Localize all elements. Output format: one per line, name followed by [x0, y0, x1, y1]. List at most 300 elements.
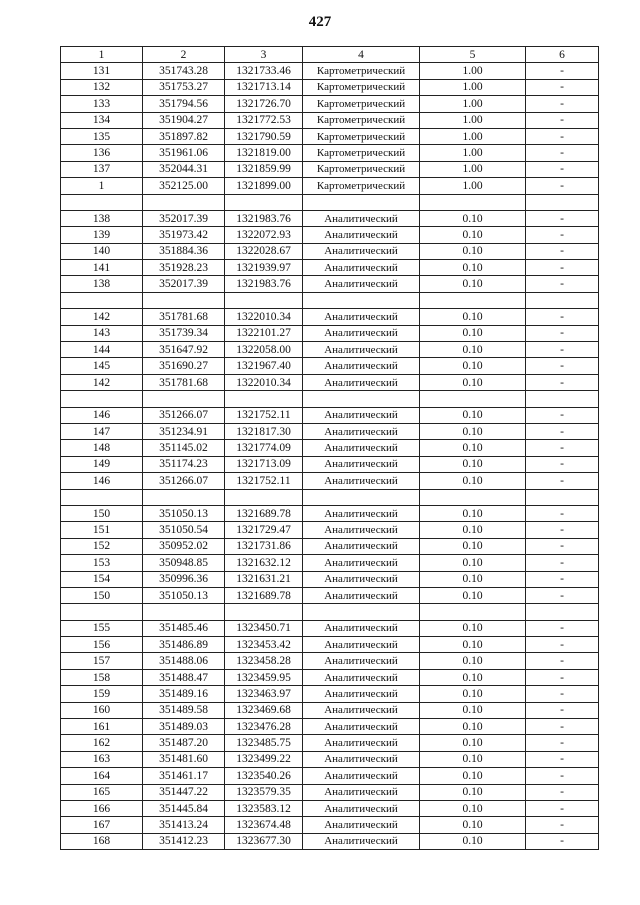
x-coordinate-cell: 351050.54	[143, 522, 225, 538]
method-cell: Аналитический	[303, 407, 420, 423]
table-row	[61, 112, 599, 128]
method-cell: Картометрический	[303, 63, 420, 79]
table-row	[61, 243, 599, 259]
point-number-cell: 162	[61, 735, 143, 751]
table-row	[61, 63, 599, 79]
accuracy-cell: 0.10	[420, 735, 526, 751]
y-coordinate-cell	[225, 489, 303, 505]
x-coordinate-cell	[143, 604, 225, 620]
method-cell: Аналитический	[303, 456, 420, 472]
x-coordinate-cell: 351753.27	[143, 79, 225, 95]
y-coordinate-cell: 1321899.00	[225, 178, 303, 194]
y-coordinate-cell: 1322058.00	[225, 342, 303, 358]
point-number-cell: 167	[61, 817, 143, 833]
point-number-cell: 131	[61, 63, 143, 79]
note-cell: -	[526, 178, 599, 194]
accuracy-cell: 0.10	[420, 719, 526, 735]
method-cell	[303, 604, 420, 620]
accuracy-cell: 0.10	[420, 309, 526, 325]
point-number-cell: 148	[61, 440, 143, 456]
x-coordinate-cell: 350996.36	[143, 571, 225, 587]
point-number-cell: 136	[61, 145, 143, 161]
note-cell	[526, 292, 599, 308]
y-coordinate-cell: 1321729.47	[225, 522, 303, 538]
x-coordinate-cell: 351481.60	[143, 751, 225, 767]
point-number-cell: 141	[61, 260, 143, 276]
x-coordinate-cell: 351973.42	[143, 227, 225, 243]
point-number-cell: 163	[61, 751, 143, 767]
y-coordinate-cell: 1321859.99	[225, 161, 303, 177]
accuracy-cell: 0.10	[420, 440, 526, 456]
method-cell: Картометрический	[303, 96, 420, 112]
method-cell: Аналитический	[303, 440, 420, 456]
table-row	[61, 505, 599, 521]
point-number-cell: 142	[61, 374, 143, 390]
table-row	[61, 669, 599, 685]
note-cell: -	[526, 210, 599, 226]
point-number-cell: 142	[61, 309, 143, 325]
point-number-cell: 134	[61, 112, 143, 128]
method-cell: Аналитический	[303, 374, 420, 390]
y-coordinate-cell: 1321731.86	[225, 538, 303, 554]
x-coordinate-cell: 351487.20	[143, 735, 225, 751]
x-coordinate-cell: 350952.02	[143, 538, 225, 554]
x-coordinate-cell	[143, 194, 225, 210]
note-cell: -	[526, 63, 599, 79]
note-cell: -	[526, 407, 599, 423]
note-cell: -	[526, 800, 599, 816]
method-cell: Аналитический	[303, 555, 420, 571]
table-row	[61, 833, 599, 849]
y-coordinate-cell: 1323453.42	[225, 637, 303, 653]
point-number-cell: 152	[61, 538, 143, 554]
table-body	[61, 63, 599, 850]
point-number-cell: 159	[61, 686, 143, 702]
column-header: 4	[303, 47, 420, 63]
accuracy-cell: 0.10	[420, 210, 526, 226]
y-coordinate-cell: 1321713.09	[225, 456, 303, 472]
method-cell: Аналитический	[303, 538, 420, 554]
table-row	[61, 637, 599, 653]
note-cell: -	[526, 456, 599, 472]
table-row	[61, 456, 599, 472]
accuracy-cell: 0.10	[420, 522, 526, 538]
method-cell: Аналитический	[303, 620, 420, 636]
note-cell: -	[526, 620, 599, 636]
table-row	[61, 96, 599, 112]
point-number-cell: 146	[61, 473, 143, 489]
point-number-cell	[61, 391, 143, 407]
x-coordinate-cell: 351485.46	[143, 620, 225, 636]
y-coordinate-cell: 1322010.34	[225, 374, 303, 390]
accuracy-cell: 1.00	[420, 112, 526, 128]
accuracy-cell: 0.10	[420, 833, 526, 849]
method-cell: Аналитический	[303, 637, 420, 653]
table-row	[61, 407, 599, 423]
note-cell: -	[526, 719, 599, 735]
x-coordinate-cell: 351690.27	[143, 358, 225, 374]
x-coordinate-cell: 351050.13	[143, 505, 225, 521]
x-coordinate-cell: 351743.28	[143, 63, 225, 79]
y-coordinate-cell: 1321983.76	[225, 276, 303, 292]
separator-row	[61, 391, 599, 407]
accuracy-cell: 0.10	[420, 686, 526, 702]
point-number-cell: 144	[61, 342, 143, 358]
accuracy-cell: 0.10	[420, 358, 526, 374]
x-coordinate-cell: 351050.13	[143, 587, 225, 603]
method-cell: Аналитический	[303, 751, 420, 767]
accuracy-cell	[420, 391, 526, 407]
table-row	[61, 719, 599, 735]
y-coordinate-cell: 1321726.70	[225, 96, 303, 112]
note-cell	[526, 489, 599, 505]
x-coordinate-cell: 351489.16	[143, 686, 225, 702]
accuracy-cell: 0.10	[420, 243, 526, 259]
method-cell: Аналитический	[303, 571, 420, 587]
method-cell: Аналитический	[303, 719, 420, 735]
table-row	[61, 800, 599, 816]
x-coordinate-cell: 352044.31	[143, 161, 225, 177]
method-cell: Аналитический	[303, 342, 420, 358]
note-cell: -	[526, 260, 599, 276]
y-coordinate-cell: 1323674.48	[225, 817, 303, 833]
separator-row	[61, 194, 599, 210]
accuracy-cell: 0.10	[420, 587, 526, 603]
table-row	[61, 571, 599, 587]
note-cell: -	[526, 473, 599, 489]
y-coordinate-cell: 1323450.71	[225, 620, 303, 636]
method-cell: Аналитический	[303, 587, 420, 603]
point-number-cell: 143	[61, 325, 143, 341]
method-cell: Картометрический	[303, 112, 420, 128]
method-cell: Аналитический	[303, 276, 420, 292]
y-coordinate-cell: 1323485.75	[225, 735, 303, 751]
y-coordinate-cell: 1323459.95	[225, 669, 303, 685]
separator-row	[61, 604, 599, 620]
point-number-cell: 138	[61, 276, 143, 292]
x-coordinate-cell: 351489.03	[143, 719, 225, 735]
note-cell	[526, 391, 599, 407]
y-coordinate-cell: 1322072.93	[225, 227, 303, 243]
method-cell: Аналитический	[303, 309, 420, 325]
method-cell: Аналитический	[303, 325, 420, 341]
x-coordinate-cell: 351781.68	[143, 309, 225, 325]
table-row	[61, 735, 599, 751]
x-coordinate-cell: 351447.22	[143, 784, 225, 800]
x-coordinate-cell: 351461.17	[143, 768, 225, 784]
method-cell: Аналитический	[303, 522, 420, 538]
y-coordinate-cell: 1323579.35	[225, 784, 303, 800]
column-header: 5	[420, 47, 526, 63]
table-header-row	[61, 47, 599, 63]
x-coordinate-cell: 351647.92	[143, 342, 225, 358]
y-coordinate-cell: 1323469.68	[225, 702, 303, 718]
note-cell: -	[526, 768, 599, 784]
x-coordinate-cell: 351961.06	[143, 145, 225, 161]
method-cell	[303, 194, 420, 210]
table-row	[61, 653, 599, 669]
y-coordinate-cell: 1321631.21	[225, 571, 303, 587]
note-cell: -	[526, 112, 599, 128]
method-cell: Аналитический	[303, 210, 420, 226]
accuracy-cell: 0.10	[420, 538, 526, 554]
accuracy-cell: 1.00	[420, 128, 526, 144]
accuracy-cell: 1.00	[420, 79, 526, 95]
accuracy-cell	[420, 489, 526, 505]
x-coordinate-cell: 351781.68	[143, 374, 225, 390]
point-number-cell: 156	[61, 637, 143, 653]
accuracy-cell	[420, 194, 526, 210]
accuracy-cell: 0.10	[420, 276, 526, 292]
table-row	[61, 538, 599, 554]
point-number-cell: 150	[61, 505, 143, 521]
note-cell: -	[526, 440, 599, 456]
note-cell: -	[526, 669, 599, 685]
y-coordinate-cell: 1321632.12	[225, 555, 303, 571]
accuracy-cell: 0.10	[420, 473, 526, 489]
accuracy-cell: 0.10	[420, 407, 526, 423]
method-cell: Аналитический	[303, 833, 420, 849]
point-number-cell: 145	[61, 358, 143, 374]
x-coordinate-cell	[143, 391, 225, 407]
note-cell: -	[526, 227, 599, 243]
table-row	[61, 768, 599, 784]
table-row	[61, 325, 599, 341]
y-coordinate-cell: 1323499.22	[225, 751, 303, 767]
y-coordinate-cell: 1321983.76	[225, 210, 303, 226]
accuracy-cell: 0.10	[420, 768, 526, 784]
accuracy-cell: 0.10	[420, 620, 526, 636]
point-number-cell: 153	[61, 555, 143, 571]
point-number-cell: 166	[61, 800, 143, 816]
y-coordinate-cell: 1323677.30	[225, 833, 303, 849]
method-cell: Картометрический	[303, 79, 420, 95]
y-coordinate-cell: 1321752.11	[225, 473, 303, 489]
x-coordinate-cell: 352017.39	[143, 210, 225, 226]
y-coordinate-cell: 1321689.78	[225, 505, 303, 521]
method-cell: Аналитический	[303, 505, 420, 521]
table-row	[61, 276, 599, 292]
point-number-cell: 154	[61, 571, 143, 587]
method-cell	[303, 489, 420, 505]
x-coordinate-cell: 351234.91	[143, 423, 225, 439]
table-row	[61, 555, 599, 571]
y-coordinate-cell	[225, 391, 303, 407]
accuracy-cell: 1.00	[420, 145, 526, 161]
point-number-cell: 157	[61, 653, 143, 669]
note-cell: -	[526, 342, 599, 358]
accuracy-cell: 0.10	[420, 325, 526, 341]
point-number-cell: 137	[61, 161, 143, 177]
y-coordinate-cell: 1321817.30	[225, 423, 303, 439]
table-row	[61, 620, 599, 636]
y-coordinate-cell: 1322028.67	[225, 243, 303, 259]
point-number-cell: 135	[61, 128, 143, 144]
note-cell: -	[526, 145, 599, 161]
y-coordinate-cell: 1321772.53	[225, 112, 303, 128]
point-number-cell: 146	[61, 407, 143, 423]
table-row	[61, 440, 599, 456]
y-coordinate-cell: 1321967.40	[225, 358, 303, 374]
method-cell: Аналитический	[303, 800, 420, 816]
column-header: 2	[143, 47, 225, 63]
y-coordinate-cell: 1321790.59	[225, 128, 303, 144]
x-coordinate-cell: 351794.56	[143, 96, 225, 112]
x-coordinate-cell: 351488.06	[143, 653, 225, 669]
accuracy-cell: 0.10	[420, 817, 526, 833]
note-cell: -	[526, 702, 599, 718]
point-number-cell: 161	[61, 719, 143, 735]
accuracy-cell: 0.10	[420, 653, 526, 669]
y-coordinate-cell: 1323463.97	[225, 686, 303, 702]
x-coordinate-cell: 351904.27	[143, 112, 225, 128]
accuracy-cell: 0.10	[420, 800, 526, 816]
method-cell: Картометрический	[303, 128, 420, 144]
method-cell: Картометрический	[303, 161, 420, 177]
table-row	[61, 522, 599, 538]
point-number-cell: 158	[61, 669, 143, 685]
y-coordinate-cell: 1322010.34	[225, 309, 303, 325]
note-cell: -	[526, 587, 599, 603]
accuracy-cell: 0.10	[420, 227, 526, 243]
table-row	[61, 686, 599, 702]
method-cell: Аналитический	[303, 768, 420, 784]
accuracy-cell: 0.10	[420, 669, 526, 685]
note-cell: -	[526, 735, 599, 751]
table-row	[61, 817, 599, 833]
note-cell: -	[526, 686, 599, 702]
accuracy-cell: 0.10	[420, 555, 526, 571]
table-row	[61, 473, 599, 489]
method-cell: Аналитический	[303, 358, 420, 374]
point-number-cell: 165	[61, 784, 143, 800]
point-number-cell: 160	[61, 702, 143, 718]
point-number-cell: 132	[61, 79, 143, 95]
method-cell: Картометрический	[303, 145, 420, 161]
x-coordinate-cell: 350948.85	[143, 555, 225, 571]
accuracy-cell: 0.10	[420, 260, 526, 276]
note-cell: -	[526, 505, 599, 521]
accuracy-cell: 0.10	[420, 342, 526, 358]
y-coordinate-cell: 1321752.11	[225, 407, 303, 423]
y-coordinate-cell: 1323476.28	[225, 719, 303, 735]
table-row	[61, 227, 599, 243]
point-number-cell: 140	[61, 243, 143, 259]
accuracy-cell	[420, 604, 526, 620]
x-coordinate-cell: 351489.58	[143, 702, 225, 718]
x-coordinate-cell: 351884.36	[143, 243, 225, 259]
point-number-cell: 139	[61, 227, 143, 243]
y-coordinate-cell: 1321689.78	[225, 587, 303, 603]
method-cell: Аналитический	[303, 423, 420, 439]
x-coordinate-cell: 351486.89	[143, 637, 225, 653]
y-coordinate-cell: 1323540.26	[225, 768, 303, 784]
column-header: 3	[225, 47, 303, 63]
method-cell: Аналитический	[303, 784, 420, 800]
table-row	[61, 358, 599, 374]
accuracy-cell: 0.10	[420, 505, 526, 521]
note-cell: -	[526, 128, 599, 144]
note-cell: -	[526, 325, 599, 341]
table-row	[61, 210, 599, 226]
x-coordinate-cell: 352125.00	[143, 178, 225, 194]
y-coordinate-cell: 1321774.09	[225, 440, 303, 456]
point-number-cell: 151	[61, 522, 143, 538]
y-coordinate-cell: 1321939.97	[225, 260, 303, 276]
accuracy-cell: 0.10	[420, 456, 526, 472]
accuracy-cell: 0.10	[420, 637, 526, 653]
table-row	[61, 161, 599, 177]
method-cell: Аналитический	[303, 473, 420, 489]
y-coordinate-cell	[225, 194, 303, 210]
method-cell: Аналитический	[303, 735, 420, 751]
accuracy-cell: 0.10	[420, 571, 526, 587]
accuracy-cell: 0.10	[420, 374, 526, 390]
point-number-cell: 168	[61, 833, 143, 849]
x-coordinate-cell: 351445.84	[143, 800, 225, 816]
x-coordinate-cell	[143, 292, 225, 308]
separator-row	[61, 489, 599, 505]
point-number-cell: 1	[61, 178, 143, 194]
point-number-cell	[61, 292, 143, 308]
note-cell: -	[526, 243, 599, 259]
x-coordinate-cell: 351412.23	[143, 833, 225, 849]
y-coordinate-cell: 1321713.14	[225, 79, 303, 95]
method-cell: Аналитический	[303, 817, 420, 833]
note-cell: -	[526, 79, 599, 95]
method-cell	[303, 292, 420, 308]
note-cell: -	[526, 653, 599, 669]
x-coordinate-cell: 351739.34	[143, 325, 225, 341]
y-coordinate-cell	[225, 292, 303, 308]
note-cell: -	[526, 817, 599, 833]
point-number-cell: 164	[61, 768, 143, 784]
x-coordinate-cell: 351928.23	[143, 260, 225, 276]
column-header: 1	[61, 47, 143, 63]
table-row	[61, 145, 599, 161]
accuracy-cell: 0.10	[420, 751, 526, 767]
coordinates-table	[60, 46, 599, 850]
table-row	[61, 342, 599, 358]
y-coordinate-cell: 1323458.28	[225, 653, 303, 669]
note-cell: -	[526, 784, 599, 800]
note-cell: -	[526, 309, 599, 325]
note-cell: -	[526, 358, 599, 374]
accuracy-cell: 0.10	[420, 702, 526, 718]
point-number-cell: 149	[61, 456, 143, 472]
note-cell: -	[526, 538, 599, 554]
table-row	[61, 128, 599, 144]
table-row	[61, 784, 599, 800]
x-coordinate-cell: 352017.39	[143, 276, 225, 292]
accuracy-cell: 1.00	[420, 63, 526, 79]
note-cell: -	[526, 555, 599, 571]
x-coordinate-cell: 351897.82	[143, 128, 225, 144]
method-cell: Аналитический	[303, 227, 420, 243]
x-coordinate-cell: 351174.23	[143, 456, 225, 472]
table-row	[61, 702, 599, 718]
point-number-cell: 147	[61, 423, 143, 439]
point-number-cell: 155	[61, 620, 143, 636]
table-row	[61, 309, 599, 325]
table-row	[61, 587, 599, 603]
note-cell: -	[526, 161, 599, 177]
method-cell: Аналитический	[303, 653, 420, 669]
page-number: 427	[308, 14, 332, 30]
accuracy-cell: 1.00	[420, 96, 526, 112]
note-cell: -	[526, 522, 599, 538]
note-cell: -	[526, 96, 599, 112]
